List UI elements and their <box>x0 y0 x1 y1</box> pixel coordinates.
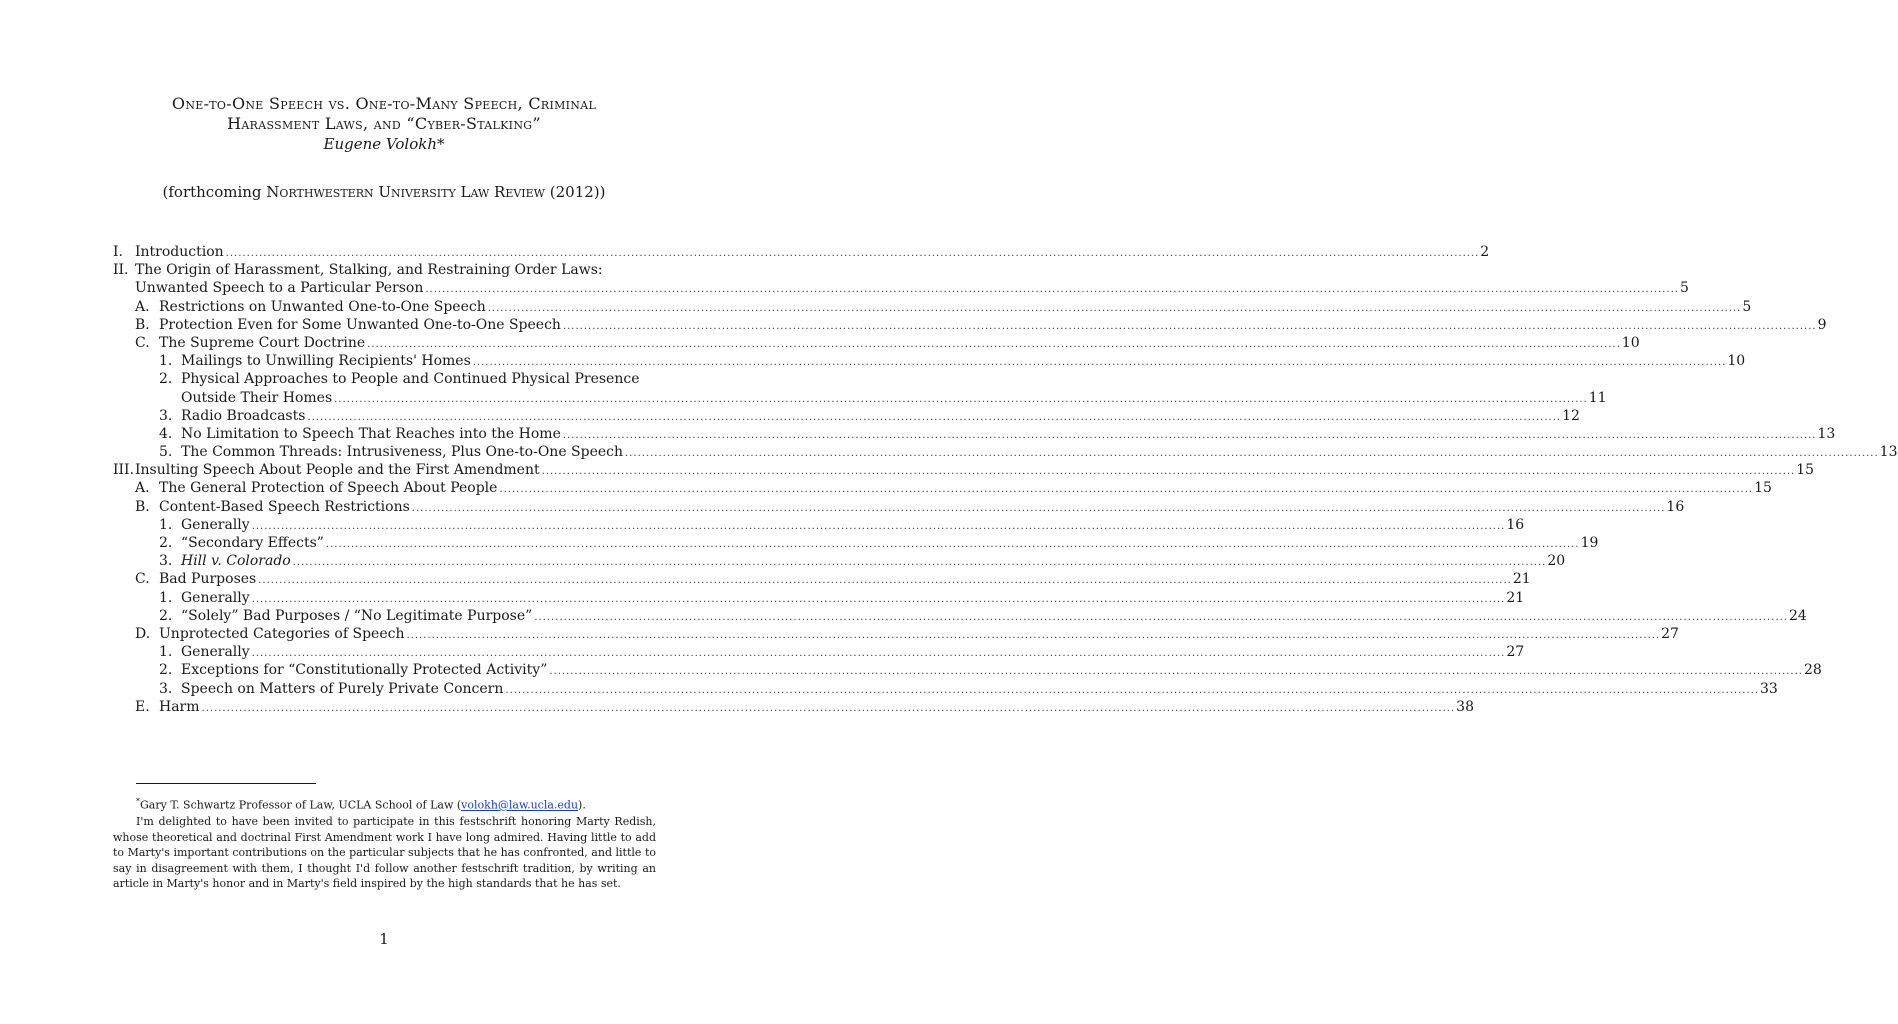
toc-entry-number: E. <box>135 698 150 715</box>
toc-entry[interactable] <box>113 589 1525 607</box>
toc-entry-label: Generally <box>181 589 250 606</box>
toc-entry-label: “Secondary Effects” <box>181 535 324 551</box>
toc-entry-number: A. <box>135 298 150 315</box>
toc-entry-page: 16 <box>1506 516 1525 533</box>
toc-entry-number: 2. <box>159 535 173 551</box>
toc-entry-label: Physical Approaches to People and Continued Physical Presence <box>181 371 640 388</box>
toc-entry-label: Mailings to Unwilling Recipients' Homes <box>181 353 471 370</box>
toc-entry-page: 28 <box>1803 662 1822 679</box>
forthcoming-suffix: (2012)) <box>544 183 606 201</box>
toc-entry-number: 2. <box>159 371 173 388</box>
toc-entry-label: Outside Their Homes <box>181 389 333 406</box>
toc-entry-page: 2 <box>1480 244 1490 260</box>
toc-entry[interactable] <box>113 279 1689 297</box>
toc-entry[interactable] <box>113 243 1490 261</box>
toc-entry-label: Protection Even for Some Unwanted One-to-One Speech <box>159 316 561 333</box>
toc-entry-number: 3. <box>159 553 173 570</box>
toc-dot-leader: ............................................................................................................................................................................................................................................................................................................ <box>487 302 1742 314</box>
toc-entry[interactable] <box>113 261 656 279</box>
toc-entry-number: A. <box>135 480 150 497</box>
email-link[interactable]: volokh@law.ucla.edu <box>461 798 579 812</box>
toc-entry-label: No Limitation to Speech That Reaches into the Home <box>181 425 561 442</box>
toc-entry-label: Unprotected Categories of Speech <box>159 625 405 642</box>
author-name: Eugene Volokh* <box>323 135 445 153</box>
footnote-divider <box>136 783 316 784</box>
toc-dot-leader: ............................................................................................................................................................................................................................................................................................................ <box>541 466 1796 478</box>
toc-dot-leader: ............................................................................................................................................................................................................................................................................................................ <box>562 320 1817 332</box>
toc-dot-leader: ............................................................................................................................................................................................................................................................................................................ <box>406 629 1661 641</box>
toc-entry-label: Harm <box>159 698 200 715</box>
toc-dot-leader: ............................................................................................................................................................................................................................................................................................................ <box>505 684 1760 696</box>
toc-entry-page: 38 <box>1456 698 1474 715</box>
toc-entry-page: 19 <box>1580 535 1599 551</box>
toc-entry[interactable] <box>113 643 1525 661</box>
toc-entry[interactable] <box>113 479 1772 497</box>
toc-entry[interactable] <box>113 661 1822 679</box>
toc-entry-label: Hill v. Colorado <box>181 553 291 570</box>
forthcoming-note <box>0 182 768 202</box>
toc-dot-leader: ............................................................................................................................................................................................................................................................................................................ <box>225 248 1480 259</box>
toc-entry-label: The Origin of Harassment, Stalking, and Restraining Order Laws: <box>135 262 603 279</box>
toc-dot-leader: ............................................................................................................................................................................................................................................................................................................ <box>292 557 1547 569</box>
toc-dot-leader: ............................................................................................................................................................................................................................................................................................................ <box>251 648 1506 660</box>
toc-entry-page: 9 <box>1817 316 1827 333</box>
toc-entry-number: II. <box>113 262 129 279</box>
toc-entry-number: 1. <box>159 644 173 661</box>
toc-entry[interactable] <box>113 534 1599 552</box>
toc-entry-label: Insulting Speech About People and the First Amendment <box>135 462 540 479</box>
toc-entry-label: The Common Threads: Intrusiveness, Plus One-to-One Speech <box>181 444 624 461</box>
toc-entry-number: B. <box>135 316 150 333</box>
toc-dot-leader: ............................................................................................................................................................................................................................................................................................................ <box>549 666 1803 678</box>
toc-entry-number: 3. <box>159 407 173 424</box>
toc-entry[interactable] <box>113 443 1898 461</box>
toc-entry-label: Exceptions for “Constitutionally Protected Activity” <box>181 662 548 679</box>
toc-entry-number: 1. <box>159 516 173 533</box>
toc-entry[interactable] <box>113 607 1807 625</box>
toc-entry-number: 1. <box>159 353 173 370</box>
journal-name: Northwestern University Law Review <box>266 183 545 201</box>
toc-entry-page: 11 <box>1588 389 1607 406</box>
toc-entry-page: 27 <box>1506 644 1525 661</box>
toc-entry-number: C. <box>135 334 150 351</box>
toc-dot-leader: ............................................................................................................................................................................................................................................................................................................ <box>411 502 1666 514</box>
toc-dot-leader: ............................................................................................................................................................................................................................................................................................................ <box>251 520 1506 532</box>
toc-dot-leader: ............................................................................................................................................................................................................................................................................................................ <box>367 338 1621 350</box>
toc-entry-label: Restrictions on Unwanted One-to-One Speech <box>159 298 486 315</box>
toc-entry-label: Unwanted Speech to a Particular Person <box>135 280 424 297</box>
toc-dot-leader: ............................................................................................................................................................................................................................................................................................................ <box>472 357 1727 369</box>
toc-entry-page: 10 <box>1727 353 1746 370</box>
toc-entry[interactable] <box>113 334 1640 352</box>
toc-entry[interactable] <box>113 498 1685 516</box>
toc-dot-leader: ............................................................................................................................................................................................................................................................................................................ <box>201 702 1456 714</box>
toc-entry-page: 16 <box>1666 498 1685 515</box>
toc-entry[interactable] <box>113 680 1778 698</box>
toc-entry-label: Introduction <box>135 244 224 260</box>
toc-entry[interactable] <box>113 698 1474 716</box>
toc-entry-page: 13 <box>1879 444 1898 461</box>
toc-entry-page: 10 <box>1621 334 1640 351</box>
toc-entry[interactable] <box>113 625 1679 643</box>
toc-entry-page: 24 <box>1788 607 1807 624</box>
toc-entry[interactable] <box>113 552 1566 570</box>
toc-dot-leader: ............................................................................................................................................................................................................................................................................................................ <box>307 411 1562 423</box>
toc-entry-page: 21 <box>1506 589 1525 606</box>
toc-dot-leader: ............................................................................................................................................................................................................................................................................................................ <box>251 593 1506 605</box>
toc-entry-label: Bad Purposes <box>159 571 257 588</box>
footnote-marker: * <box>136 797 140 806</box>
toc-entry-number: B. <box>135 498 150 515</box>
title-block <box>0 94 768 154</box>
toc-entry[interactable] <box>113 516 1525 534</box>
toc-entry[interactable] <box>113 425 1836 443</box>
toc-entry-number: III. <box>113 462 135 479</box>
toc-entry-page: 15 <box>1796 462 1815 479</box>
footnote-paragraph: I'm delighted to have been invited to participate in this festschrift honoring Marty Redish, whose theoretical and doctrinal First Amendment work I have long admired. Having little to add to Marty's important contributions on the particular subjects that he has confronted, and little to say in disagreement with them, I thought I'd follow another festschrift tradition, by writing an article in Marty's honor and in Marty's field inspired by the high standards that he has set. <box>113 815 656 891</box>
toc-dot-leader: ............................................................................................................................................................................................................................................................................................................ <box>562 429 1817 441</box>
toc-dot-leader: ............................................................................................................................................................................................................................................................................................................ <box>625 448 1879 460</box>
toc-entry-label: Generally <box>181 516 250 533</box>
toc-entry-page: 21 <box>1512 571 1531 588</box>
toc-entry[interactable] <box>113 352 1746 370</box>
toc-entry-page: 20 <box>1547 553 1566 570</box>
toc-entry-number: 1. <box>159 589 173 606</box>
toc-entry-label: Content-Based Speech Restrictions <box>159 498 410 515</box>
toc-entry-label: Radio Broadcasts <box>181 407 306 424</box>
toc-entry-page: 15 <box>1754 480 1772 497</box>
page-number: 1 <box>379 930 389 948</box>
toc-entry-label: The General Protection of Speech About People <box>159 480 498 497</box>
toc-entry-page: 27 <box>1661 625 1679 642</box>
toc-dot-leader: ............................................................................................................................................................................................................................................................................................................ <box>334 393 1588 405</box>
toc-entry[interactable] <box>113 298 1752 316</box>
toc-entry-page: 13 <box>1817 425 1836 442</box>
toc-entry-number: 2. <box>159 607 173 624</box>
toc-entry-page: 12 <box>1562 407 1580 424</box>
toc-entry-number: 3. <box>159 680 173 697</box>
toc-entry-number: 5. <box>159 444 173 461</box>
toc-entry-label: Speech on Matters of Purely Private Concern <box>181 680 504 697</box>
toc-entry[interactable] <box>113 570 1531 588</box>
affiliation-end: ). <box>578 798 586 812</box>
toc-entry[interactable] <box>113 370 656 388</box>
toc-dot-leader: ............................................................................................................................................................................................................................................................................................................ <box>325 539 1580 550</box>
toc-entry-number: 2. <box>159 662 173 679</box>
toc-entry[interactable] <box>113 316 1827 334</box>
footnote-affiliation <box>113 794 656 813</box>
forthcoming-prefix: (forthcoming <box>162 183 267 201</box>
toc-entry-label: “Solely” Bad Purposes / “No Legitimate Purpose” <box>181 607 533 624</box>
toc-entry[interactable] <box>113 389 1607 407</box>
toc-entry-number: I. <box>113 244 123 260</box>
toc-dot-leader: ............................................................................................................................................................................................................................................................................................................ <box>534 611 1788 623</box>
toc-entry-number: C. <box>135 571 150 588</box>
toc-entry-number: 4. <box>159 425 173 442</box>
table-of-contents <box>113 243 1898 716</box>
footnote <box>113 794 656 892</box>
toc-dot-leader: ............................................................................................................................................................................................................................................................................................................ <box>425 284 1679 296</box>
toc-entry-label: The Supreme Court Doctrine <box>159 334 366 351</box>
toc-entry-page: 5 <box>1742 298 1752 315</box>
toc-entry[interactable] <box>113 407 1580 425</box>
affiliation-text: Gary T. Schwartz Professor of Law, UCLA School of Law ( <box>140 798 462 812</box>
toc-entry-page: 33 <box>1760 680 1778 697</box>
toc-dot-leader: ............................................................................................................................................................................................................................................................................................................ <box>258 575 1512 587</box>
article-title-line-1: One-to-One Speech vs. One-to-Many Speech, Criminal <box>171 94 597 113</box>
toc-entry-label: Generally <box>181 644 250 661</box>
article-title-line-2: Harassment Laws, and “Cyber-Stalking” <box>227 114 541 133</box>
toc-entry-number: D. <box>135 625 151 642</box>
toc-entry[interactable] <box>113 461 1815 479</box>
toc-dot-leader: ............................................................................................................................................................................................................................................................................................................ <box>499 484 1754 496</box>
toc-entry-page: 5 <box>1680 280 1689 297</box>
